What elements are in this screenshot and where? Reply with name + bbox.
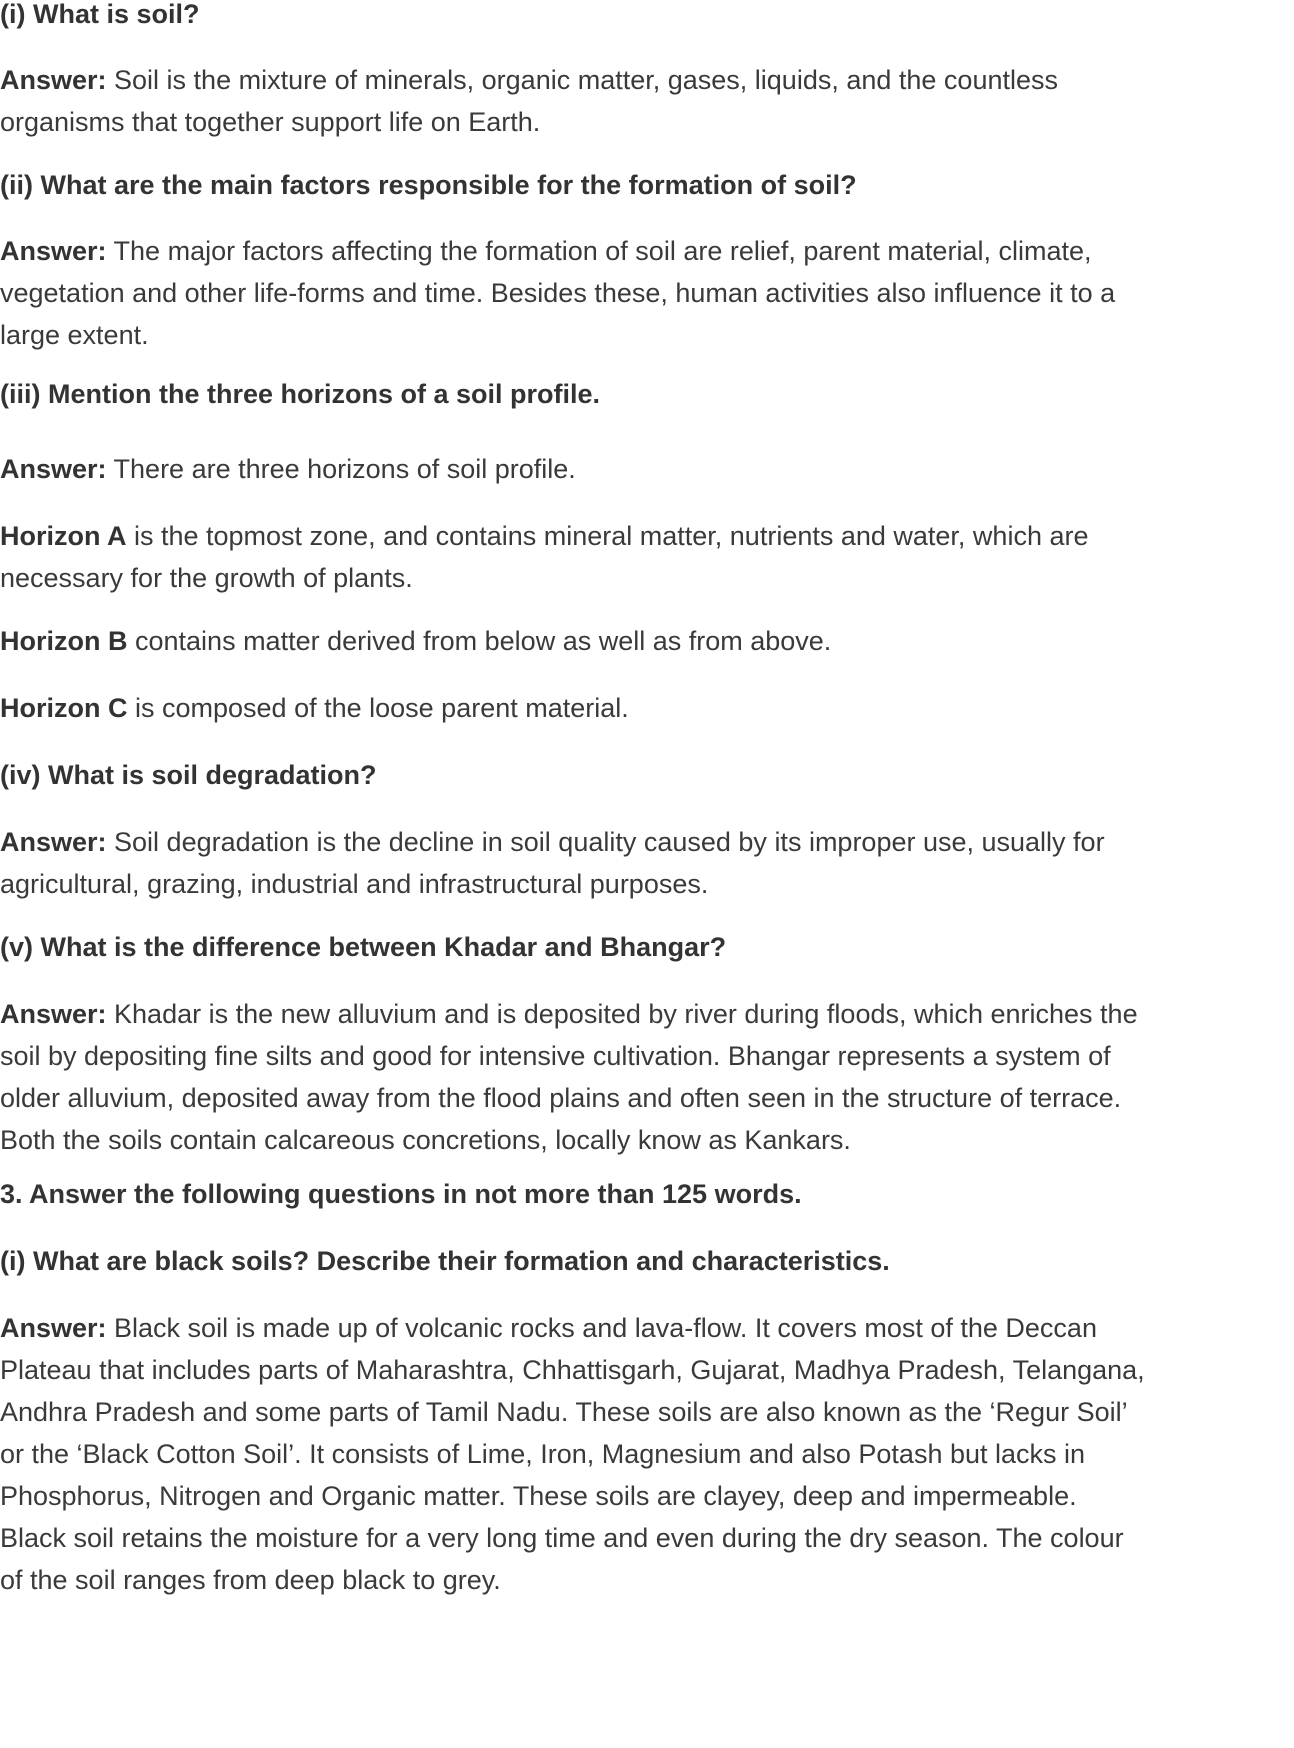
- question-iii-soil-horizons: [0, 373, 1292, 415]
- horizon-text: is composed of the loose parent material.: [127, 693, 629, 723]
- answer-ii: [0, 230, 1292, 356]
- answer-line: [0, 1307, 1292, 1349]
- answer-line: older alluvium, deposited away from the flood plains and often seen in the structure of terrace.: [0, 1083, 1122, 1113]
- question-ii-soil-formation-factors: [0, 164, 1292, 206]
- answer-text: The major factors affecting the formation of soil are relief, parent material, climate,: [106, 236, 1092, 266]
- answer-iv: [0, 821, 1292, 905]
- answer-text: Soil degradation is the decline in soil quality caused by its improper use, usually for: [106, 827, 1105, 857]
- answer-3-i: [0, 1307, 1292, 1601]
- answer-line: [0, 230, 1292, 272]
- answer-label: Answer:: [0, 999, 107, 1029]
- answer-label: Answer:: [0, 65, 107, 95]
- answer-line: Black soil retains the moisture for a very long time and even during the dry season. The colour: [0, 1523, 1124, 1553]
- answer-line: vegetation and other life-forms and time. Besides these, human activities also influence it to a: [0, 278, 1116, 308]
- question-text: (v) What is the difference between Khadar and Bhangar?: [0, 932, 727, 962]
- answer-line: [0, 515, 1292, 557]
- answer-text: There are three horizons of soil profile.: [106, 454, 576, 484]
- answer-iii: [0, 448, 1292, 490]
- question-text: (iii) Mention the three horizons of a soil profile.: [0, 379, 601, 409]
- horizon-text: contains matter derived from below as well as from above.: [127, 626, 832, 656]
- answer-line: large extent.: [0, 320, 149, 350]
- answer-label: Answer:: [0, 236, 107, 266]
- question-text: (ii) What are the main factors responsible for the formation of soil?: [0, 170, 857, 200]
- answer-line: [0, 993, 1292, 1035]
- answer-line: [0, 59, 1292, 101]
- answer-line: [0, 448, 1292, 490]
- question-3-i-black-soils: [0, 1240, 1292, 1282]
- answer-line: or the ‘Black Cotton Soil’. It consists of Lime, Iron, Magnesium and also Potash but lacks in: [0, 1439, 1086, 1469]
- answer-label: Answer:: [0, 1313, 107, 1343]
- question-text: (iv) What is soil degradation?: [0, 760, 377, 790]
- answer-line: Phosphorus, Nitrogen and Organic matter. These soils are clayey, deep and impermeable.: [0, 1481, 1077, 1511]
- answer-line: Both the soils contain calcareous concretions, locally know as Kankars.: [0, 1125, 851, 1155]
- question-text: (i) What is soil?: [0, 0, 200, 29]
- horizon-b-paragraph: [0, 620, 1292, 662]
- answer-v: [0, 993, 1292, 1161]
- answer-line: soil by depositing fine silts and good for intensive cultivation. Bhangar represents a system of: [0, 1041, 1111, 1071]
- answer-text: Khadar is the new alluvium and is deposited by river during floods, which enriches the: [106, 999, 1138, 1029]
- answer-line: organisms that together support life on Earth.: [0, 107, 541, 137]
- answer-line: Plateau that includes parts of Maharashtra, Chhattisgarh, Gujarat, Madhya Pradesh, Telangana,: [0, 1355, 1145, 1385]
- horizon-a-label: Horizon A: [0, 521, 127, 551]
- answer-line: Andhra Pradesh and some parts of Tamil Nadu. These soils are also known as the ‘Regur Soil’: [0, 1397, 1128, 1427]
- answer-line: agricultural, grazing, industrial and infrastructural purposes.: [0, 869, 709, 899]
- answer-i: [0, 59, 1292, 143]
- answer-label: Answer:: [0, 827, 107, 857]
- answer-line: [0, 687, 1292, 729]
- horizon-text: is the topmost zone, and contains mineral matter, nutrients and water, which are: [126, 521, 1089, 551]
- horizon-b-label: Horizon B: [0, 626, 128, 656]
- question-i-what-is-soil: [0, 0, 1292, 35]
- answer-line: [0, 821, 1292, 863]
- answer-line: of the soil ranges from deep black to grey.: [0, 1565, 501, 1595]
- answer-line: necessary for the growth of plants.: [0, 563, 413, 593]
- section-3-heading: [0, 1173, 1292, 1215]
- horizon-c-label: Horizon C: [0, 693, 128, 723]
- question-v-khadar-bhangar: [0, 926, 1292, 968]
- answer-text: Soil is the mixture of minerals, organic matter, gases, liquids, and the countless: [106, 65, 1058, 95]
- answer-label: Answer:: [0, 454, 107, 484]
- section-heading-text: 3. Answer the following questions in not more than 125 words.: [0, 1179, 802, 1209]
- question-iv-soil-degradation: [0, 754, 1292, 796]
- horizon-c-paragraph: [0, 687, 1292, 729]
- question-text: (i) What are black soils? Describe their formation and characteristics.: [0, 1246, 890, 1276]
- answer-text: Black soil is made up of volcanic rocks and lava-flow. It covers most of the Deccan: [106, 1313, 1097, 1343]
- answer-line: [0, 620, 1292, 662]
- horizon-a-paragraph: [0, 515, 1292, 599]
